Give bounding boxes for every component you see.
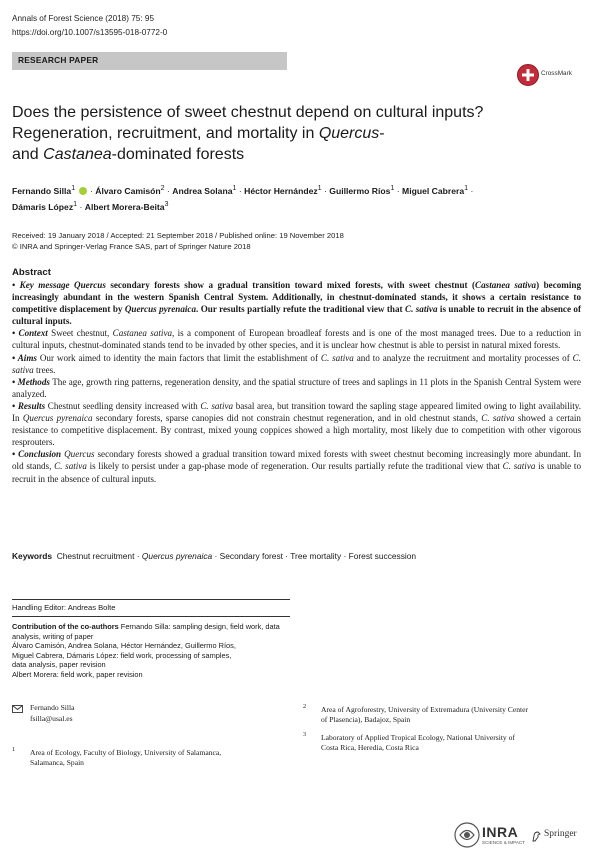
abstract-body [12, 279, 581, 485]
author-name[interactable]: Fernando Silla [12, 185, 72, 196]
author-name[interactable]: Héctor Hernández [244, 185, 318, 196]
affiliation-3: 3 Laboratory of Applied Tropical Ecology, National University of Costa Rica, Heredia, Costa Rica [303, 731, 515, 752]
author-name[interactable]: Dámaris López [12, 201, 74, 212]
crossmark-label: CrossMark [541, 70, 572, 77]
journal-citation: Annals of Forest Science (2018) 75: 95 [12, 14, 154, 23]
affiliation-2: 2 Area of Agroforestry, University of Extremadura (University Center of Plasencia), Badajoz, Spain [303, 703, 529, 724]
abstract-context: • Context Sweet chestnut, Castanea sativa, is a component of European broadleaf forests and is one of the most managed trees. Due to a reduction in cultural inputs, chestnut-dominated stands tend to be invaded by other species, and it is unclear how chestnut is able to persist in natural mixed forests. [12, 328, 581, 351]
inra-logo [454, 822, 534, 850]
author-name[interactable]: Miguel Cabrera [402, 185, 465, 196]
keywords: Keywords Chestnut recruitment · Quercus pyrenaica · Secondary forest · Tree mortality · Forest succession [12, 551, 417, 561]
inra-tagline: SCIENCE & IMPACT [482, 840, 526, 845]
abstract-methods: • Methods The age, growth ring patterns, regeneration density, and the spatial structure of trees and saplings in 11 plots in the Spanish Central System were analyzed. [12, 376, 581, 399]
author-list: Fernando Silla$^1$ · Álvaro Camisón$^2$ · Andrea Solana$^1$ · Héctor Hernández$^1$ · Guillermo Ríos$^1$ · Miguel Cabrera$^1$ · Dámaris López$^1$ · Albert Morera-Beita$^3$ [12, 184, 474, 212]
author-name[interactable]: Álvaro Camisón [95, 185, 161, 196]
article-type-banner [12, 52, 287, 70]
abstract-heading: Abstract [12, 267, 51, 278]
abstract-key-message: • Key message Quercus secondary forests show a gradual transition toward mixed forests, with sweet chestnut (Castanea sativa) becoming increasingly abundant in the western Spanish Central System. Additionally, in chestnut-dominated stands, it shows a certain resistance to competitive displacement by Quercus pyrenaica. Our results partially refute the traditional view that C. sativa is unable to recruit in the absence of cultural inputs. [12, 280, 582, 327]
keyword[interactable]: Chestnut recruitment [56, 551, 135, 561]
author-name[interactable]: Albert Morera-Beita [84, 201, 165, 212]
crossmark-icon [517, 64, 539, 86]
doi-link[interactable]: https://doi.org/10.1007/s13595-018-0772-0 [12, 28, 168, 37]
author-name[interactable]: Andrea Solana [172, 185, 233, 196]
keyword[interactable]: Quercus pyrenaica [141, 551, 213, 561]
springer-wordmark: Springer [544, 829, 577, 839]
inra-emblem-icon [454, 822, 480, 848]
copyright-notice: © INRA and Springer-Verlag France SAS, part of Springer Nature 2018 [12, 242, 251, 251]
keyword[interactable]: Secondary forest [219, 551, 283, 561]
inra-wordmark: INRA [482, 824, 519, 840]
keyword[interactable]: Tree mortality [290, 551, 342, 561]
article-title: Does the persistence of sweet chestnut depend on cultural inputs? Regeneration, recruitment, and mortality in Quercus- and Castanea-dominated forests [12, 104, 484, 163]
footnote-divider [12, 599, 290, 600]
abstract-aims: • Aims Our work aimed to identity the main factors that limit the establishment of C. sativa and to analyze the recruitment and mortality processes of C. sativa trees. [12, 352, 581, 375]
footnote-divider [12, 616, 290, 617]
correspondence-email[interactable]: fsilla@usal.es [30, 714, 73, 723]
abstract-results: • Results Chestnut seedling density increased with C. sativa basal area, but transition toward the sapling stage appeared limited owing to light availability. In Quercus pyrenaica secondary forests, sparse canopies did not constrain chestnut regeneration, and in old chestnut stands, C. sativa showed a certain resistance to competitive displacement. By contrast, mixed young coppices showed a high mortality, most likely due to competition with other vigorous resprouters. [12, 400, 582, 448]
affiliation-1: 1 Area of Ecology, Faculty of Biology, University of Salamanca, Salamanca, Spain [12, 746, 222, 767]
orcid-icon[interactable] [79, 187, 87, 195]
envelope-icon [12, 705, 23, 716]
handling-editor: Handling Editor: Andreas Bolte [12, 603, 116, 612]
correspondence-name: Fernando Silla [30, 703, 75, 712]
keyword[interactable]: Forest succession [348, 551, 417, 561]
author-name[interactable]: Guillermo Ríos [329, 185, 391, 196]
abstract-conclusion: • Conclusion Quercus secondary forests showed a gradual transition toward mixed forests with sweet chestnut becoming increasingly more abundant. In old stands, C. sativa is likely to persist under a gap-phase mode of regeneration. Our results partially refute the traditional view that C. sativa is unable to recruit in the absence of cultural inputs. [12, 449, 581, 484]
springer-horse-icon [532, 829, 541, 847]
contribution-note: Contribution of the co-authors Fernando Silla: sampling design, field work, data analysis, writing of paper Álvaro Camisón, Andrea Solana, Héctor Hernández, Guillermo Ríos, Miguel Cabrera, Dámaris López: field work, processing of samples, data analysis, paper revision Albert Morera: field work, paper revision [12, 622, 280, 679]
crossmark-badge[interactable] [517, 64, 587, 86]
article-type-label: RESEARCH PAPER [18, 55, 99, 65]
publication-dates: Received: 19 January 2018 / Accepted: 21 September 2018 / Published online: 19 November 2018 © INRA and Springer-Verlag France SAS, part of Springer Nature 2018 [12, 231, 344, 251]
